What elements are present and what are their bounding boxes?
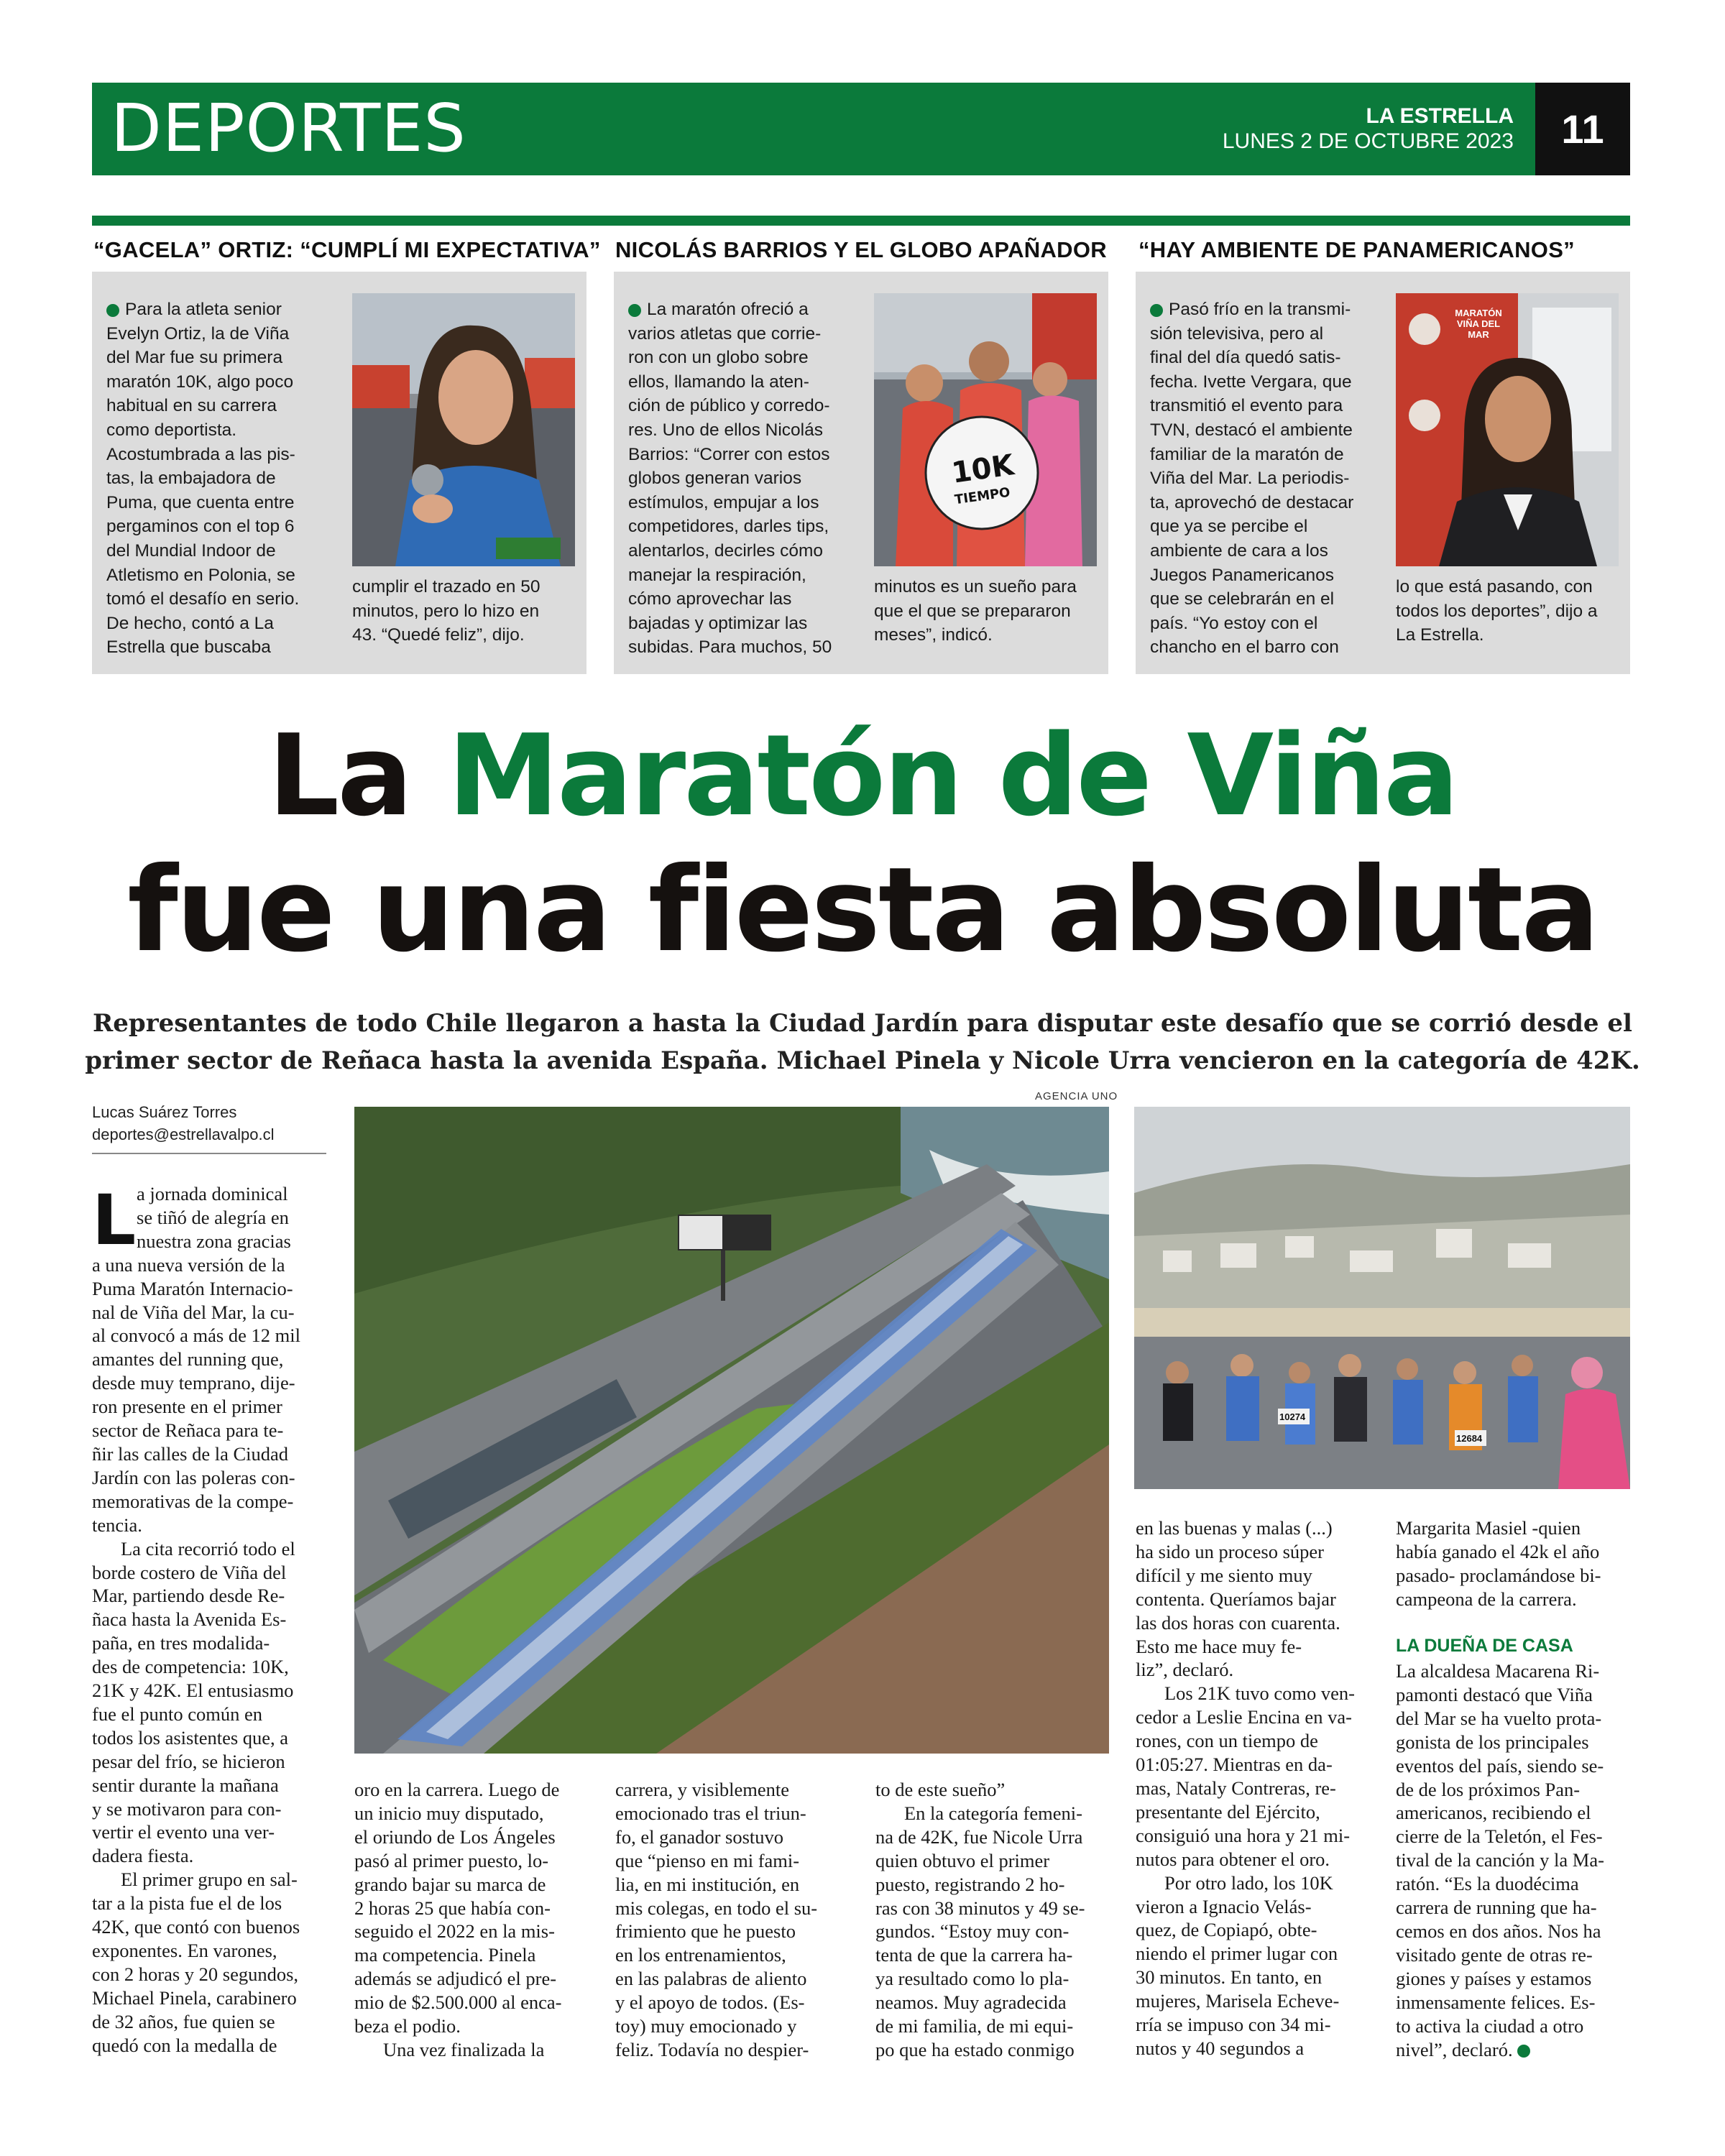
box-panamericanos-text-continued [1396,575,1598,648]
section-title: DEPORTES [111,90,466,167]
text-line: liz”, declaró. [1136,1659,1234,1681]
article-column-3 [615,1778,817,2062]
text-line: 2 horas 25 que había con- [354,1897,551,1919]
text-line: La maratón ofreció a [628,298,832,322]
box-barrios-text [628,298,832,660]
text-line: to de este sueño” [875,1779,1006,1800]
photo-evelyn-ortiz [352,293,575,566]
box-barrios [614,272,1108,674]
text-line: Por otro lado, los 10K [1164,1871,1333,1894]
text-line: ha sido un proceso súper [1136,1540,1324,1562]
text-line: La cita recorrió todo el [121,1537,295,1560]
text-line: carrera de running que ha- [1396,1897,1597,1919]
aerial-coastal-road-image [354,1107,1109,1754]
text-line: puesto, registrando 2 ho- [875,1873,1065,1895]
text-line: del Mar se ha vuelto prota- [1396,1707,1602,1729]
text-line: na de 42K, fue Nicole Urra [875,1825,1083,1848]
text-line: además se adjudicó el pre- [354,1968,557,1990]
text-line: eventos del país, siendo se- [1396,1754,1604,1777]
text-line: rones, con un tiempo de [1136,1730,1318,1752]
text-line: ratón. “Es la duodécima [1396,1873,1579,1895]
text-line: globos generan varios [628,469,802,489]
text-line: país. “Yo estoy con el [1150,613,1318,633]
text-line: beza el podio. [354,2015,461,2037]
deck-line-1: Representantes de todo Chile llegaron a hasta la Ciudad Jardín para disputar este desafío que se corrió desde el [93,1009,1632,1038]
author-name: Lucas Suárez Torres [92,1103,237,1121]
text-line: tival de la canción y la Ma- [1396,1849,1604,1871]
text-line: tar a la pista fue el de los [92,1892,282,1915]
text-line: pamonti destacó que Viña [1396,1683,1593,1705]
text-line: nutos para obtener el oro. [1136,1848,1330,1870]
text-line: toy) muy emocionado y [615,2015,797,2037]
text-line: ta, aprovechó de destacar [1150,492,1354,512]
text-line: seguido el 2022 en la mis- [354,1920,555,1943]
text-line: fecha. Ivette Vergara, que [1150,372,1352,392]
text-line: Para la atleta senior [106,298,299,322]
subhead-duena-de-casa: LA DUEÑA DE CASA [1396,1636,1573,1656]
text-line: pergaminos con el top 6 [106,517,295,537]
bib-number: 10274 [1279,1411,1306,1422]
bullet-icon [1150,304,1163,317]
text-line: transmitió el evento para [1150,396,1343,416]
text-line: cedor a Leslie Encina en va- [1136,1706,1352,1728]
text-line: Esto me hace muy fe- [1136,1635,1302,1657]
text-line: fo, el ganador sostuvo [615,1825,784,1848]
aerial-marathon-photo [354,1107,1109,1754]
text-line: estímulos, empujar a los [628,492,819,512]
text-line: neamos. Muy agradecida [875,1991,1067,2014]
text-line: bajadas y optimizar las [628,613,808,633]
text-line: nutos y 40 segundos a [1136,2037,1305,2059]
text-line: emocionado tras el triun- [615,1802,806,1824]
text-line: con 2 horas y 20 segundos, [92,1963,299,1985]
balloon-runners-image [874,293,1097,566]
box-panamericanos [1136,272,1630,674]
text-line: Atletismo en Polonia, se [106,565,295,585]
text-line: del Mar fue su primera [106,348,283,368]
text-line: 43. “Quedé feliz”, dijo. [352,625,525,645]
text-line: feliz. Todavía no despier- [615,2038,809,2060]
text-line: habitual en su carrera [106,396,277,416]
text-line: carrera, y visiblemente [615,1779,790,1800]
box-barrios-text-continued [874,575,1077,648]
text-line: quien obtuvo el primer [875,1849,1050,1871]
runners-street-photo [1134,1107,1630,1489]
text-line: borde costero de Viña del [92,1561,287,1583]
text-line: Estrella que buscaba [106,637,271,658]
text-line: pesar del frío, se hicieron [92,1750,285,1772]
runners-crowd-image [1134,1107,1630,1489]
headline-line-2: fue una fiesta absoluta [127,843,1598,978]
text-line: minutos es un sueño para [874,577,1077,596]
text-line: Evelyn Ortiz, la de Viña [106,323,290,344]
text-line: 01:05:27. Mientras en da- [1136,1754,1333,1776]
article-column-4 [875,1778,1085,2062]
text-line: fue el punto común en [92,1703,262,1725]
drop-cap: L [92,1180,137,1261]
text-line: sector de Reñaca para te- [92,1419,284,1442]
text-line: de de los próximos Pan- [1396,1778,1581,1800]
text-line: vertir el evento una ver- [92,1821,275,1843]
text-line: Los 21K tuvo como ven- [1164,1682,1355,1705]
text-line: cierre de la Teletón, el Fes- [1396,1825,1603,1848]
text-line: ñaca hasta la Avenida Es- [92,1608,287,1631]
text-line: pasado- proclamándose bi- [1396,1564,1601,1586]
bullet-icon [106,304,119,317]
text-line: La Estrella. [1396,625,1484,645]
text-line: ras con 38 minutos y 49 se- [875,1897,1085,1919]
text-line: nuestra zona gracias [137,1230,291,1252]
text-line: tencia. [92,1514,142,1536]
runner-portrait-image [352,293,575,566]
text-line: amantes del running que, [92,1348,284,1370]
text-line: sión televisiva, pero al [1150,323,1324,344]
text-line: en las buenas y malas (...) [1136,1517,1333,1539]
text-line: lo que está pasando, con [1396,577,1593,596]
text-line: Michael Pinela, carabinero [92,1986,297,2009]
text-line: des de competencia: 10K, [92,1656,289,1678]
text-line: alentarlos, decirles cómo [628,540,823,561]
text-line: to activa la ciudad a otro [1396,2014,1584,2037]
text-line: al convocó a más de 12 mil [92,1325,300,1347]
text-line: nal de Viña del Mar, la cu- [92,1301,295,1323]
text-line: Mar, partiendo desde Re- [92,1585,285,1607]
text-line: niendo el primer lugar con [1136,1943,1338,1965]
text-line: difícil y me siento muy [1136,1564,1312,1586]
event-banner-label: MARATÓN VIÑA DEL MAR [1455,308,1502,340]
text-line: minutos, pero lo hizo en [352,601,540,621]
text-line: po que ha estado conmigo [875,2038,1075,2060]
text-line: meses”, indicó. [874,625,993,645]
photo-credit: AGENCIA UNO [1035,1090,1118,1102]
text-line: grando bajar su marca de [354,1873,546,1895]
page-number: 11 [1535,83,1630,175]
end-of-article-icon [1517,2045,1530,2058]
balloon-label: 10K [949,448,1016,490]
text-line: subidas. Para muchos, 50 [628,637,832,658]
text-line: res. Uno de ellos Nicolás [628,420,823,440]
text-line: El primer grupo en sal- [121,1869,298,1891]
text-line: familiar de la maratón de [1150,444,1344,464]
balloon-sublabel: TIEMPO [953,484,1011,508]
text-line: desde muy temprano, dije- [92,1372,295,1394]
text-line: ellos, llamando la aten- [628,372,809,392]
photo-globo-runners [874,293,1097,566]
text-line: manejar la respiración, [628,565,806,585]
text-line: presentante del Ejército, [1136,1800,1320,1823]
text-line: TVN, destacó el ambiente [1150,420,1353,440]
text-line: varios atletas que corrie- [628,323,822,344]
text-line: ñir las calles de la Ciudad [92,1442,289,1465]
text-line: a una nueva versión de la [92,1253,285,1276]
text-line: como deportista. [106,420,237,440]
byline-divider [92,1153,326,1154]
byline [92,1101,274,1146]
text-line: que “pienso en mi fami- [615,1849,800,1871]
text-line: cemos en dos años. Nos ha [1396,1920,1601,1942]
text-line: quez, de Copiapó, obte- [1136,1919,1317,1941]
text-line: lia, en mi institución, en [615,1873,800,1895]
text-line: ambiente de cara a los [1150,540,1328,561]
text-line: las dos horas con cuarenta. [1136,1611,1340,1634]
text-line: a jornada dominical [137,1183,288,1204]
text-line: 21K y 42K. El entusiasmo [92,1680,294,1702]
text-line: el oriundo de Los Ángeles [354,1825,556,1848]
text-line: Barrios: “Correr con estos [628,444,830,464]
text-line: tomó el desafío en serio. [106,589,300,609]
bib-number: 12684 [1456,1433,1483,1444]
green-divider [92,216,1630,226]
text-line: en los entrenamientos, [615,1944,786,1966]
text-line: y se motivaron para con- [92,1797,282,1820]
text-line: ción de público y corredo- [628,396,830,416]
box-ortiz [92,272,586,674]
box-ortiz-text [106,298,299,660]
author-email[interactable]: deportes@estrellavalpo.cl [92,1125,275,1143]
text-line: Jardín con las poleras con- [92,1466,295,1488]
headline-text-green: Maratón de Viña [447,710,1458,841]
box-title-ortiz: “GACELA” ORTIZ: “CUMPLÍ MI EXPECTATIVA” [93,237,601,262]
box-title-barrios: NICOLÁS BARRIOS Y EL GLOBO APAÑADOR [615,237,1107,262]
text-line: paña, en tres modalida- [92,1632,270,1654]
text-line: mas, Nataly Contreras, re- [1136,1777,1336,1799]
text-line: nivel”, declaró. [1396,2038,1604,2062]
text-line: Pasó frío en la transmi- [1150,298,1353,322]
text-line: en las palabras de aliento [615,1968,807,1990]
text-line: que ya se percibe el [1150,517,1308,537]
text-line: campeona de la carrera. [1396,1588,1577,1610]
text-line: inmensamente felices. Es- [1396,1991,1596,2013]
text-line: frimiento que he puesto [615,1920,796,1943]
text-line: Una vez finalizada la [383,2038,545,2060]
text-line: La alcaldesa Macarena Ri- [1396,1660,1600,1682]
text-line: chancho en el barro con [1150,637,1339,658]
text-line: mujeres, Marisela Echeve- [1136,1990,1340,2012]
photo-ivette-vergara [1396,293,1619,566]
text-line: gundos. “Estoy muy con- [875,1920,1070,1943]
section-header [92,83,1630,175]
text-line: de 32 años, fue quien se [92,2010,275,2032]
text-line: competidores, darles tips, [628,517,829,537]
article-column-2 [354,1778,561,2062]
article-column-5 [1136,1516,1355,2060]
text-line: Juegos Panamericanos [1150,565,1335,585]
text-line: que se celebrarán en el [1150,589,1335,609]
text-line: 42K, que contó con buenos [92,1916,300,1938]
newspaper-name: LA ESTRELLA [1366,104,1514,128]
text-line: gonista de los principales [1396,1731,1589,1753]
text-line: mis colegas, en todo el su- [615,1897,818,1919]
text-line: americanos, recibiendo el [1396,1802,1591,1824]
text-line: Margarita Masiel -quien [1396,1517,1581,1539]
text-line: se tiñó de alegría en [137,1206,289,1228]
text-line: todos los asistentes que, a [92,1726,289,1749]
text-line: cumplir el trazado en 50 [352,577,540,596]
text-line: ma competencia. Pinela [354,1944,536,1966]
text-line: un inicio muy disputado, [354,1802,544,1824]
text-line: En la categoría femeni- [904,1802,1082,1824]
text-line: giones y países y estamos [1396,1967,1592,1989]
text-line: tenta de que la carrera ha- [875,1944,1073,1966]
text-line: quedó con la medalla de [92,2034,277,2056]
text-line: del Mundial Indoor de [106,540,276,561]
text-line: de mi familia, de mi equi- [875,2015,1074,2037]
text-line: 30 minutos. En tanto, en [1136,1966,1322,1989]
text-line: ron presente en el primer [92,1396,282,1418]
text-line: final del día quedó satis- [1150,348,1341,368]
text-line: Viña del Mar. La periodis- [1150,469,1350,489]
text-line: tas, la embajadora de [106,469,276,489]
text-line: había ganado el 42k el año [1396,1540,1600,1562]
deck-line-2: primer sector de Reñaca hasta la avenida España. Michael Pinela y Nicole Urra vencieron en la categoría de 42K. [85,1046,1640,1075]
text-line: Puma Maratón Internacio- [92,1277,293,1299]
article-column-6-bottom [1396,1659,1604,2061]
article-column-6-top [1396,1516,1601,1611]
text-line: Puma, que cuenta entre [106,492,295,512]
text-line: cómo aprovechar las [628,589,792,609]
text-line: mio de $2.500.000 al enca- [354,1991,562,2014]
text-line: rría se impuso con 34 mi- [1136,2014,1331,2036]
box-panamericanos-text [1150,298,1353,660]
bullet-icon [628,304,641,317]
text-line: pasó al primer puesto, lo- [354,1849,549,1871]
text-line: y el apoyo de todos. (Es- [615,1991,805,2014]
text-line: ya resultado como lo pla- [875,1968,1070,1990]
text-line: vieron a Ignacio Velás- [1136,1895,1312,1917]
text-line: consiguió una hora y 21 mi- [1136,1824,1351,1846]
text-line: De hecho, contó a La [106,613,274,633]
issue-date: LUNES 2 DE OCTUBRE 2023 [1222,129,1514,153]
text-line: contenta. Queríamos bajar [1136,1588,1336,1610]
text-line: todos los deportes”, dijo a [1396,601,1598,621]
box-title-panamericanos: “HAY AMBIENTE DE PANAMERICANOS” [1138,237,1575,262]
text-line: maratón 10K, algo poco [106,372,294,392]
text-line: visitado gente de otras re- [1396,1943,1593,1966]
text-line: que el que se prepararon [874,601,1071,621]
headline-text: La [267,710,448,841]
text-line: sentir durante la mañana [92,1774,279,1796]
text-line: Acostumbrada a las pis- [106,444,295,464]
headline-line-1 [0,707,1725,844]
article-column-1 [92,1182,300,2058]
text-line: exponentes. En varones, [92,1940,277,1961]
text-line: memorativas de la compe- [92,1490,294,1512]
text-line: oro en la carrera. Luego de [354,1779,560,1800]
text-line: ron con un globo sobre [628,348,809,368]
text-line: dadera fiesta. [92,1845,194,1867]
box-ortiz-text-continued [352,575,540,648]
